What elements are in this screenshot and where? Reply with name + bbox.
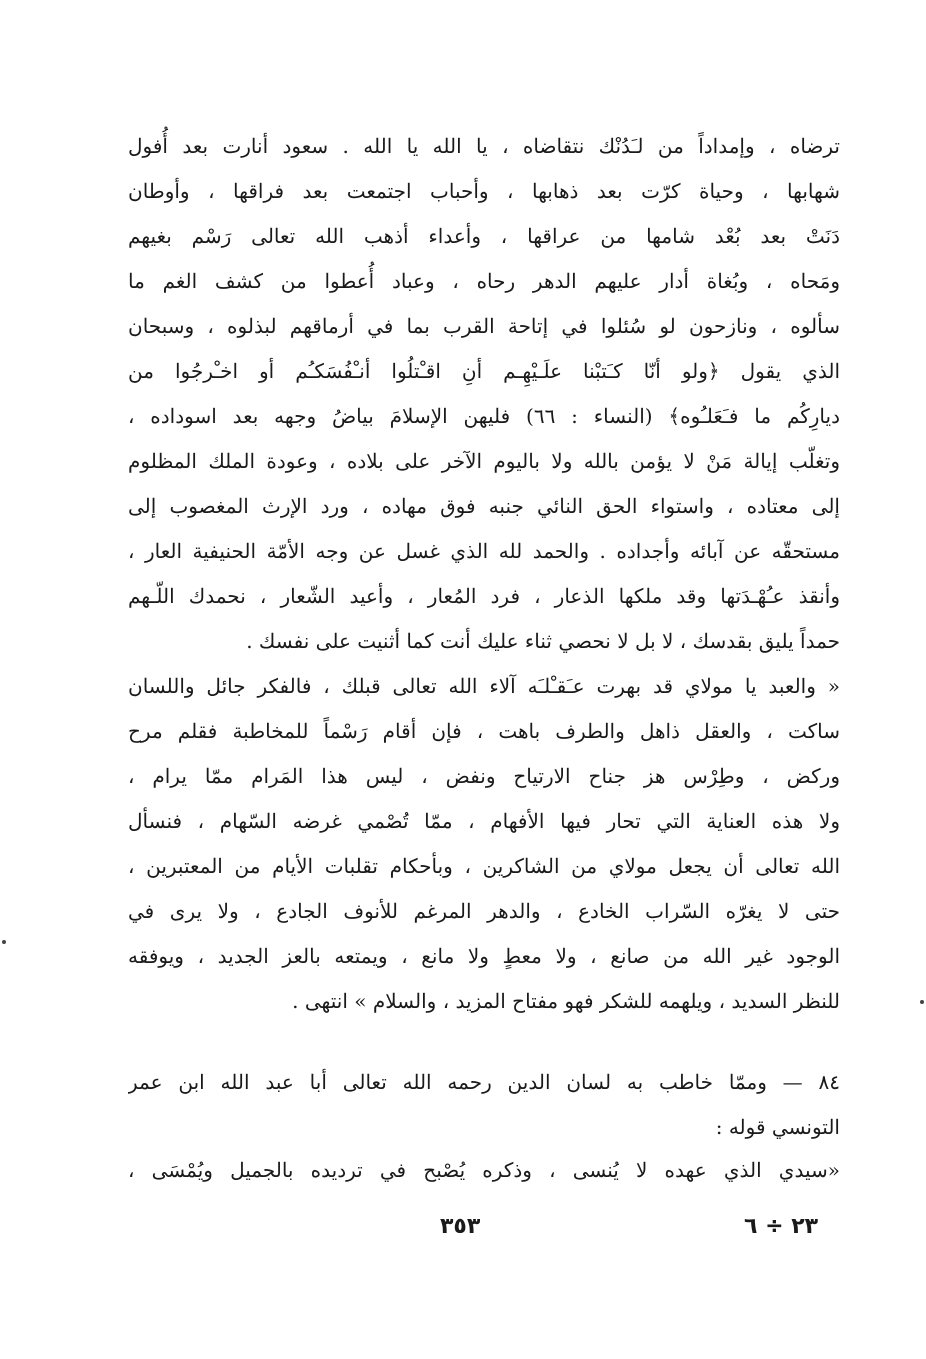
scan-speck bbox=[2, 940, 6, 944]
text-line: ديارِكُم ما فـَعَلـُوه﴾ (النساء : ٦٦) فليهن الإسلامَ بياضُ وجهه بعد اسوداده ، bbox=[128, 404, 840, 428]
text-line: الله تعالى أن يجعل مولاي من الشاكرين ، وبأحكام تقلبات الأيام من المعتبرين ، bbox=[128, 854, 840, 878]
text-line: «سيدي الذي عهده لا يُنسى ، وذكره يُصْبح في ترديده بالجميل ويُمْسَى ، bbox=[128, 1158, 840, 1182]
text-line: « والعبد يا مولاي قد بهرت عـَقـْلـَه آلاء الله تعالى قبلك ، فالفكر جائل واللسان bbox=[128, 674, 840, 698]
text-line: للنظر السديد ، ويلهمه للشكر فهو مفتاح المزيد ، والسلام » انتهى . bbox=[292, 989, 840, 1013]
page-number: ٣٥٣ bbox=[440, 1214, 481, 1239]
text-line: سألوه ، ونازحون لو سُئلوا في إتاحة القرب بما في أرماقهم لبذلوه ، وسبحان bbox=[128, 314, 840, 338]
text-line: ساكت ، والعقل ذاهل والطرف باهت ، فإن أقام رَسْماً للمخاطبة فقلم مرح bbox=[128, 719, 840, 743]
paragraph-2 bbox=[128, 664, 840, 1024]
text-line: وتغلّب إيالة مَنْ لا يؤمن بالله ولا باليوم الآخر على بلاده ، وعودة الملك المظلوم bbox=[128, 449, 840, 473]
text-line: مستحقّه عن آبائه وأجداده . والحمد لله الذي غسل عن وجه الأمّة الحنيفية العار ، bbox=[128, 539, 840, 563]
text-line: وركض ، وطِرْس هز جناح الارتياح ونفض ، ليس هذا المَرام ممّا يرام ، bbox=[128, 764, 840, 788]
text-line: ومَحاه ، وبُغاة أدار عليهم الدهر رحاه ، وعباد أُعطوا من كشف الغم ما bbox=[128, 269, 840, 293]
text-line: ٨٤ — وممّا خاطب به لسان الدين رحمه الله تعالى أبا عبد الله ابن عمر bbox=[128, 1070, 840, 1094]
page-footer bbox=[0, 1208, 926, 1248]
text-line: الوجود غير الله من صانع ، ولا معطٍ ولا مانع ، ويمتعه بالعز الجديد ، ويوفقه bbox=[128, 944, 840, 968]
text-line: شهابها ، وحياة كرّت بعد ذهابها ، وأحباب اجتمعت بعد فراقها ، وأوطان bbox=[128, 179, 840, 203]
paragraph-3 bbox=[128, 1060, 840, 1150]
text-line: ترضاه ، وإمداداً من لـَدُنْك نتقاضاه ، يا الله يا الله . سعود أنارت بعد أُفول bbox=[128, 134, 840, 158]
scan-speck bbox=[920, 1000, 924, 1004]
text-line: إلى معتاده ، واستواء الحق النائي جنبه فوق مهاده ، ورد الإرث المغصوب إلى bbox=[128, 494, 840, 518]
text-line: حتى لا يغرّه السّراب الخادع ، والدهر المرغم للأنوف الجادع ، ولا يرى في bbox=[128, 899, 840, 923]
text-line: التونسي قوله : bbox=[715, 1115, 840, 1139]
text-line: دَنَتْ بعد بُعْد شامها من عراقها ، وأعداء أذهب الله تعالى رَسْم بغيهم bbox=[128, 224, 840, 248]
text-line: ولا هذه العناية التي تحار فيها الأفهام ، ممّا تُصْمي غرضه السّهام ، فنسأل bbox=[128, 809, 840, 833]
text-line: الذي يقول ﴿ولو أنّا كـَتبْنا علَـيْهِـم أنِ اقـْتلُوا أنـْفُسَكـُم أو اخـْرجُوا من bbox=[128, 359, 840, 383]
paragraph-4 bbox=[128, 1148, 840, 1193]
text-line: حمداً يليق بقدسك ، لا بل لا نحصي ثناء عليك أنت كما أثنيت على نفسك . bbox=[246, 629, 840, 653]
signature-mark: ٢٣ ÷ ٦ bbox=[744, 1214, 819, 1239]
text-line: وأنقذ عـُهْـدَتها وقد ملكها الذعار ، فرد المُعار ، وأعيد الشّعار ، نحمدك اللّـهم bbox=[128, 584, 840, 608]
paragraph-1 bbox=[128, 124, 840, 664]
